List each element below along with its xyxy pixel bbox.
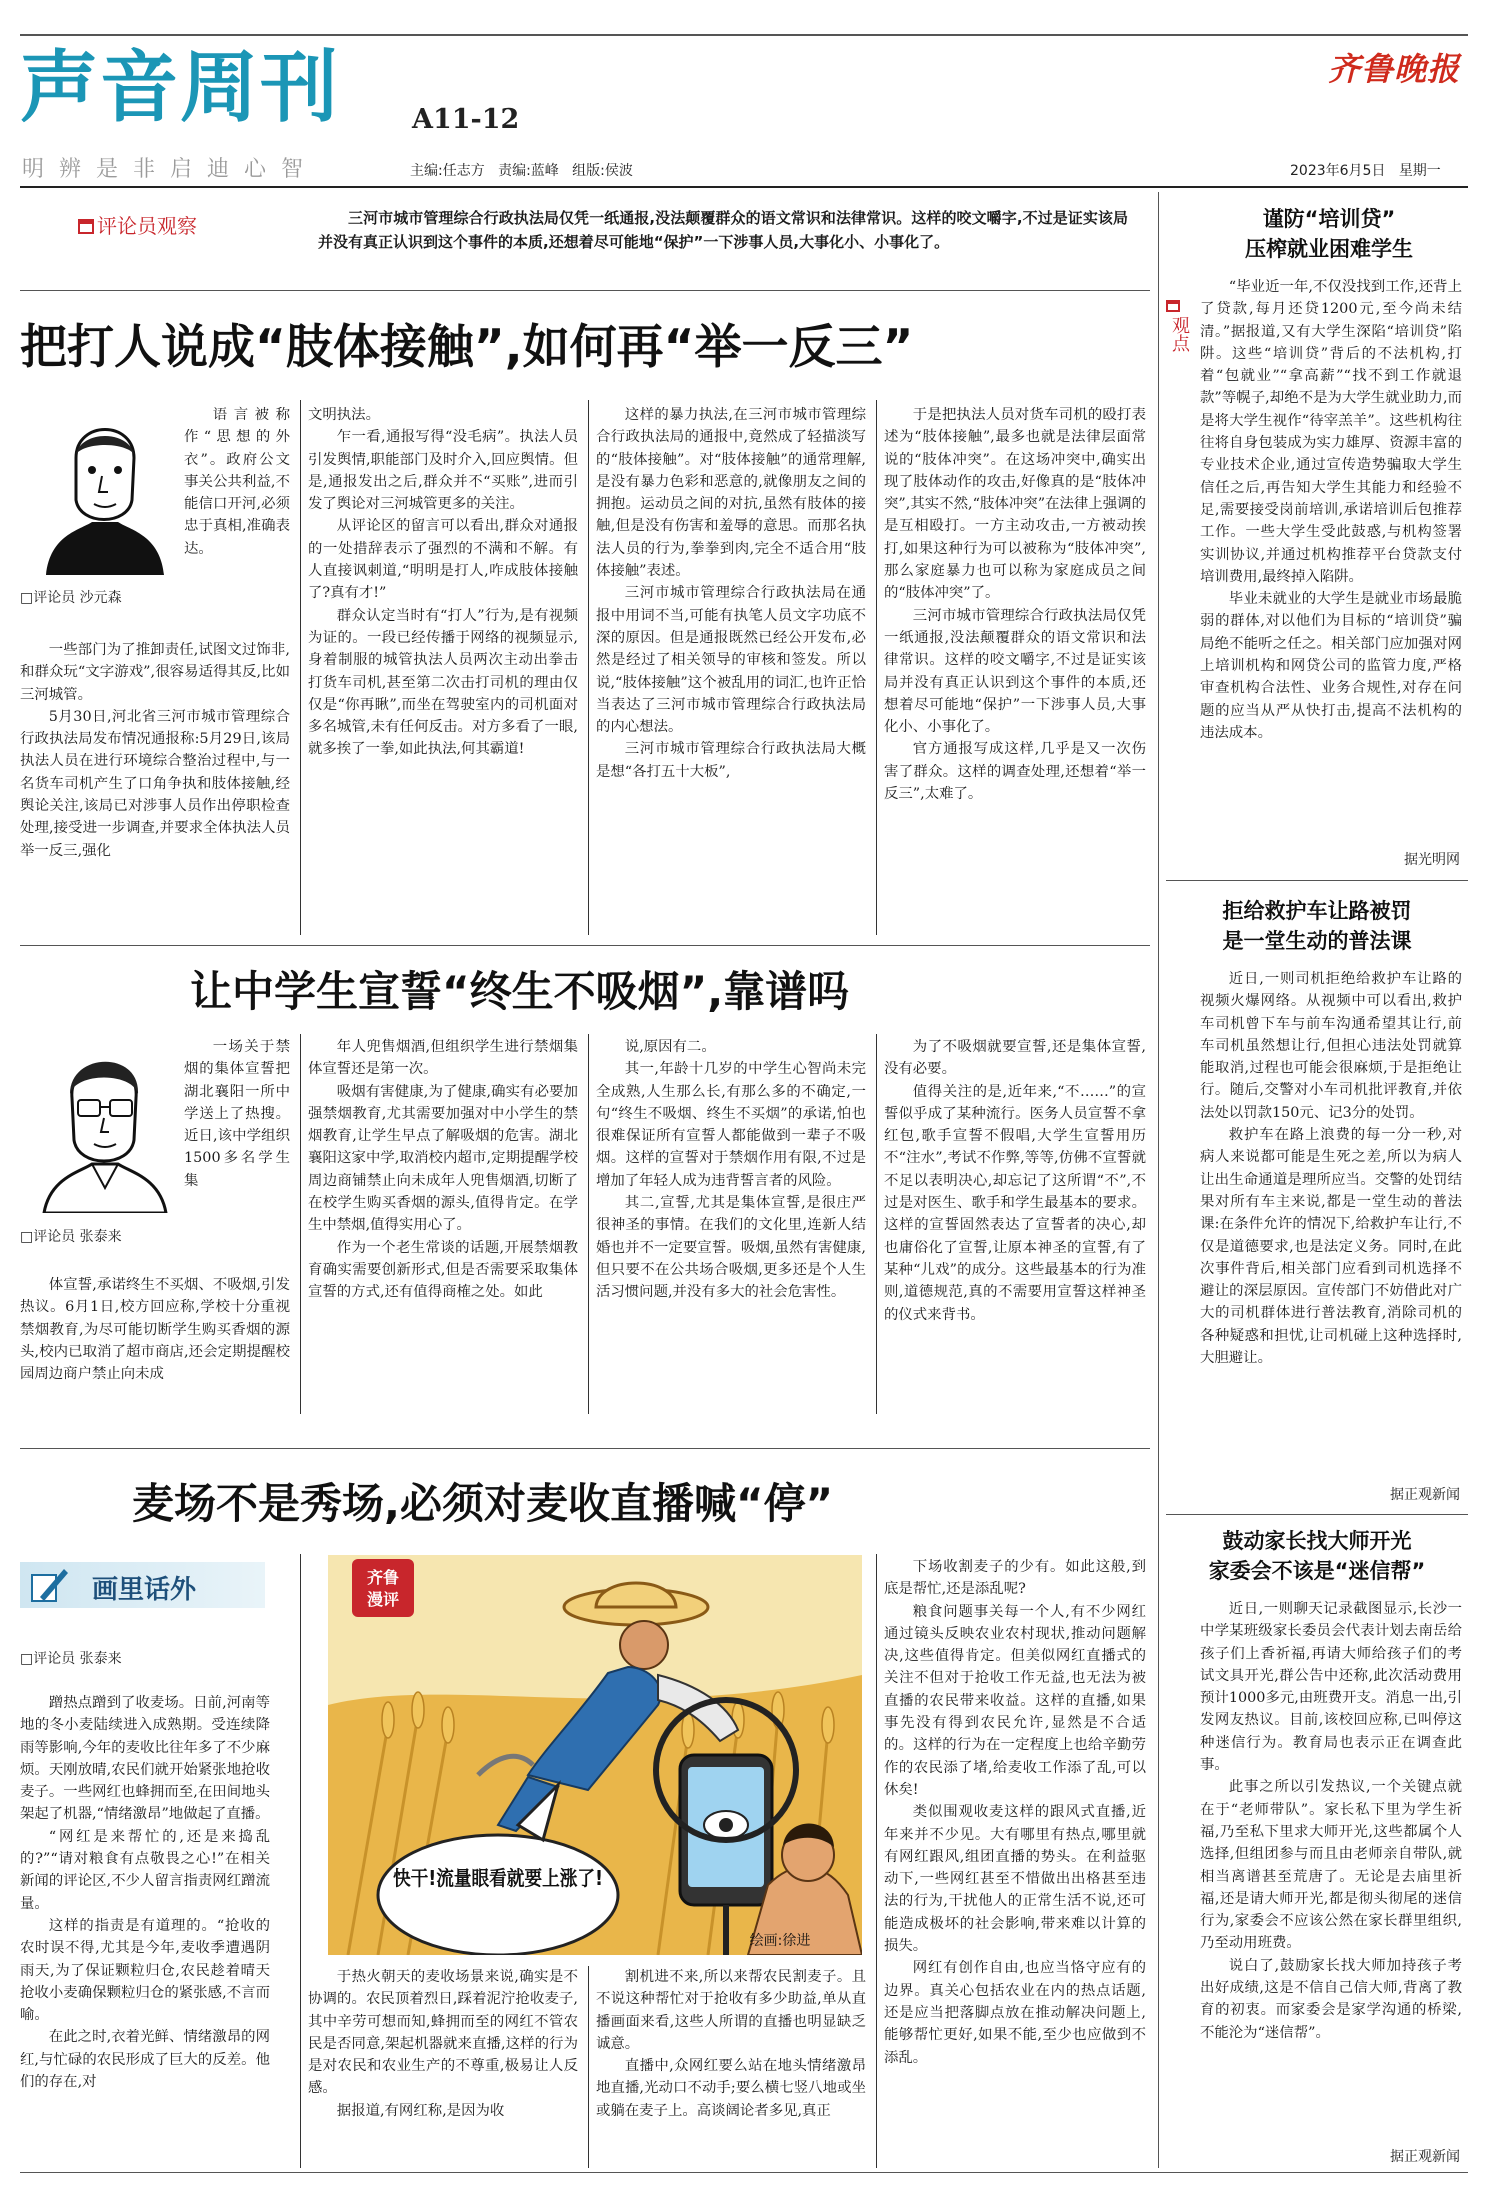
col-divider (588, 1966, 589, 2168)
sidebar-item-source: 据正观新闻 (1300, 1484, 1460, 1506)
sidebar-label-text: 观点 (1169, 316, 1190, 352)
article-column-3 (596, 404, 866, 935)
paragraph: 蹭热点蹭到了收麦场。日前,河南等地的冬小麦陆续进入成熟期。受连续降雨等影响,今年的麦收比往年多了不少麻烦。天刚放晴,农民们就开始紧张地抢收麦子。一些网红也蜂拥而至,在田间地头架起了机器,“情绪激昂”地做起了直播。 (20, 1695, 270, 1823)
paragraph: 这样的指责是有道理的。“抢收的农时误不得,尤其是今年,麦收季遭遇阴雨天,为了保证颗粒归仓,农民趁着晴天抢收小麦确保颗粒归仓的紧张感,不言而喻。 (20, 1917, 270, 2024)
section-rule (20, 945, 1150, 946)
intro-paragraph: 语言被称作“思想的外衣”。政府公文事关公共利益,不能信口开河,必须忠于真相,准确表达。 (184, 407, 290, 557)
sidebar-item-body (1200, 276, 1462, 869)
speech-bubble-text: 快干!流量眼看就要上涨了! (393, 1866, 603, 1890)
cartoon-badge-line2: 漫评 (366, 1590, 400, 1609)
paragraph: 说白了,鼓励家长找大师加持孩子考出好成绩,这是不信自己信大师,背离了教育的初衷。而家委会是家学沟通的桥梁,不能沦为“迷信帮”。 (1200, 1957, 1462, 2041)
editorial-cartoon (328, 1555, 862, 1955)
article-column-1 (20, 1274, 290, 1414)
portrait-sketch (36, 1038, 172, 1213)
paragraph: 这样的暴力执法,在三河市城市管理综合行政执法局的通报中,竟然成了轻描淡写的“肢体接触”。对“肢体接触”的通常理解,是没有暴力色彩和恶意的,就像朋友之间的拥抱。运动员之间的对抗,虽然有肢体的接触,但是没有伤害和羞辱的意思。而那名执法人员的行为,拳拳到肉,完全不适合用“肢体接触”表述。 (596, 407, 866, 580)
title-line-1: 拒给救护车让路被罚 (1222, 899, 1412, 923)
sidebar-item-body (1200, 1598, 1462, 2168)
issue-date (1290, 160, 1441, 180)
sidebar-label (1166, 300, 1190, 352)
credits: 主编:任志方 责编:蓝峰 组版:侯波 (410, 163, 633, 179)
paragraph: 为了不吸烟就要宣誓,还是集体宣誓,没有必要。 (884, 1039, 1146, 1078)
paragraph: 于是把执法人员对货车司机的殴打表述为“肢体接触”,最多也就是法律层面常说的“肢体冲突”。在这场冲突中,确实出现了肢体动作的攻击,好像真的是“肢体冲突”,其实不然,“肢体冲突”在法律上强调的是互相殴打。一方主动攻击,一方被动挨打,如果这种行为可以被称为“肢体冲突”,那么家庭暴力也可以称为家庭成员之间的“肢体冲突”了。 (884, 407, 1146, 602)
sidebar-item-title (1190, 204, 1468, 264)
article-column-3 (596, 1966, 866, 2168)
paragraph: 近日,一则聊天记录截图显示,长沙一中学某班级家长委员会代表计划去南岳给孩子们上香祈福,再请大师给孩子们的考试文具开光,群公告中还称,此次活动费用预计1000多元,由班费开支。消息一出,引发网友热议。目前,该校回应称,已叫停这种迷信行为。教育局也表示正在调查此事。 (1200, 1601, 1462, 1774)
paragraph: “毕业近一年,不仅没找到工作,还背上了贷款,每月还贷1200元,至今尚未结清。”据报道,又有大学生深陷“培训贷”陷阱。这些“培训贷”背后的不法机构,打着“包就业”“拿高薪”“找不到工作就退款”等幌子,却绝不是为大学生就业助力,而是将大学生视作“待宰羔羊”。这些机构往往将自身包装成为实力雄厚、资源丰富的专业技术企业,通过宣传造势骗取大学生信任之后,再告知大学生其能力和经验不足,需要接受岗前培训,承诺培训后包推荐工作。一些大学生受此鼓惑,与机构签署实训协议,并通过机构推荐平台贷款支付培训费用,最终掉入陷阱。 (1200, 279, 1462, 585)
paragraph: 直播中,众网红要么站在地头情绪激昂地直播,光动口不动手;要么横七竖八地或坐或躺在麦子上。高谈阔论者多见,真正 (596, 2058, 866, 2119)
col-divider (876, 1554, 877, 2168)
article-column-2 (308, 1036, 578, 1414)
intro-wrap-column (184, 404, 290, 638)
paragraph: 网红有创作自由,也应当恪守应有的边界。真关心包括农业在内的热点话题,还是应当把落脚点放在推动解决问题上,能够帮忙更好,如果不能,至少也应做到不添乱。 (884, 1960, 1146, 2066)
paragraph: 文明执法。 (308, 407, 380, 423)
sidebar-rule (1166, 1514, 1468, 1515)
newspaper-logo: 齐鲁晚报 (1328, 50, 1461, 88)
article-column-4 (884, 1036, 1146, 1414)
paragraph: 值得关注的是,近年来,“不……”的宣誓似乎成了某种流行。医务人员宣誓不拿红包,歌手宣誓不假唱,大学生宣誓用历不“注水”,考试不作弊,等等,仿佛不宣誓就不足以表明决心,却忘记了这所谓“不”,不过是对医生、歌手和学生最基本的要求。这样的宣誓固然表达了宣誓者的决心,却也庸俗化了宣誓,让原本神圣的宣誓,有了某种“儿戏”的成分。这些最基本的行为准则,道德规范,真的不需要用宣誓这样神圣的仪式来背书。 (884, 1083, 1146, 1323)
article-column-1 (20, 1692, 270, 2168)
cartoon-credit: 绘画:徐进 (749, 1933, 811, 1949)
article-column-4 (884, 1556, 1146, 2168)
cartoon-tag-label: 画里话外 (92, 1575, 197, 1605)
cartoon-badge-line1: 齐鲁 (366, 1568, 400, 1587)
paragraph: 三河市城市管理综合行政执法局仅凭一纸通报,没法颠覆群众的语文常识和法律常识。这样的咬文嚼字,不过是证实该局并没有真正认识到这个事件的本质,还想着尽可能地“保护”一下涉事人员,大事化小、小事化了。 (884, 607, 1146, 736)
paragraph: 其一,年龄十几岁的中学生心智尚未完全成熟,人生那么长,有那么多的不确定,一句“终生不吸烟、终生不买烟”的承诺,怕也很难保证所有宣誓人都能做到一辈子不吸烟。这样的宣誓对于禁烟作用有限,不过是增加了年轻人成为违背誓言者的风险。 (596, 1061, 866, 1189)
tag-icon (78, 219, 94, 234)
motto: 明辨是非启迪心智 (22, 157, 319, 182)
section-summary: 三河市城市管理综合行政执法局仅凭一纸通报,没法颠覆群众的语文常识和法律常识。这样的咬文嚼字,不过是证实该局并没有真正认识到这个事件的本质,还想着尽可能地“保护”一下涉事人员,大事化小、小事化了。 (318, 209, 1128, 251)
sidebar-item-source: 据正观新闻 (1300, 2146, 1460, 2168)
article-headline: 让中学生宣誓“终生不吸烟”,靠谱吗 (190, 967, 850, 1016)
byline: □评论员 张泰来 (20, 1651, 122, 1667)
title-line-1: 鼓动家长找大师开光 (1222, 1529, 1412, 1553)
paragraph: 5月30日,河北省三河市城市管理综合行政执法局发布情况通报称:5月29日,该局执法人员在进行环境综合整治过程中,与一名货车司机产生了口角争执和肢体接触,经舆论关注,该局已对涉事人员作出停职检查处理,接受进一步调查,并要求全体执法人员举一反三,强化 (20, 708, 290, 859)
sidebar-item-title (1166, 896, 1468, 956)
title-line-1: 谨防“培训贷” (1262, 207, 1396, 231)
intro-wrap-column (184, 1036, 290, 1274)
paragraph: 说,原因有二。 (624, 1039, 716, 1055)
masthead-rule (20, 186, 1468, 188)
cartoon-tag (20, 1562, 265, 1608)
paragraph: 群众认定当时有“打人”行为,是有视频为证的。一段已经传播于网络的视频显示,身着制服的城管执法人员两次主动出拳击打货车司机,甚至第二次击打司机的理由仅仅是“你再瞅”,而坐在驾驶室内的司机面对多名城管,未有任何反击。对方多看了一眼,就多挨了一拳,如此执法,何其霸道! (308, 607, 578, 758)
author-portrait (36, 400, 172, 575)
pencil-icon (26, 1563, 70, 1607)
paragraph: 其二,宣誓,尤其是集体宣誓,是很庄严很神圣的事情。在我们的文化里,连新人结婚也并不一定要宣誓。吸烟,虽然有害健康,但只要不在公共场合吸烟,更多还是个人生活习惯问题,并没有多大的社会危害性。 (596, 1195, 866, 1301)
paragraph: 一些部门为了推卸责任,试图文过饰非,和群众玩“文字游戏”,很容易适得其反,比如三河城管。 (20, 642, 290, 703)
col-divider (588, 400, 589, 935)
article-column-4 (884, 404, 1146, 935)
paragraph: “网红是来帮忙的,还是来捣乱的?”“请对粮食有点敬畏之心!”在相关新闻的评论区,不少人留言指责网红蹭流量。 (20, 1828, 270, 1912)
section-rule (20, 1448, 1150, 1449)
sidebar-item-body (1200, 968, 1462, 1504)
article-column-2 (308, 404, 578, 935)
col-divider (300, 1554, 301, 2168)
title-line-2: 家委会不该是“迷信帮” (1208, 1559, 1426, 1583)
sidebar-item-source: 据光明网 (1300, 849, 1460, 871)
date-text: 2023年6月5日 (1290, 163, 1386, 179)
paragraph: 类似围观收麦这样的跟风式直播,近年来并不少见。大有哪里有热点,哪里就有网红跟风,组团直播的势头。在利益驱动下,一些网红甚至不惜做出出格甚至违法的行为,干扰他人的正常生活不说,还可能造成极坏的社会影响,带来难以计算的损失。 (884, 1804, 1146, 1955)
paragraph: 三河市城市管理综合行政执法局在通报中用词不当,可能有执笔人员文字功底不深的原因。但是通报既然已经公开发布,必然是经过了相关领导的审核和签发。所以说,“肢体接触”这个被乱用的词汇,也许正恰当表达了三河市城市管理综合行政执法局的内心想法。 (596, 585, 866, 736)
summary-rule (20, 290, 1150, 291)
paragraph: 吸烟有害健康,为了健康,确实有必要加强禁烟教育,尤其需要加强对中小学生的禁烟教育,让学生早点了解吸烟的危害。湖北襄阳这家中学,取消校内超市,定期提醒学校周边商铺禁止向未成年人兜售烟酒,切断了在校学生购买香烟的源头,值得肯定。在学生中禁烟,值得实用心了。 (308, 1083, 578, 1234)
title-line-2: 是一堂生动的普法课 (1222, 929, 1412, 953)
paragraph: 官方通报写成这样,几乎是又一次伤害了群众。这样的调查处理,还想着“举一反三”,太难了。 (884, 741, 1146, 803)
paragraph: 粮食问题事关每一个人,有不少网红通过镜头反映农业农村现状,推动问题解决,这些值得肯定。但美似网红直播式的关注不但对于抢收工作无益,也无法为被直播的农民带来收益。这样的直播,如果事先没有得到农民允许,显然是不合适的。这样的行为在一定程度上也给辛勤劳作的农民添了堵,给麦收工作添了乱,可以休矣! (884, 1603, 1146, 1798)
page-number: A11-12 (412, 104, 520, 135)
weekday-text: 星期一 (1398, 163, 1441, 179)
paragraph: 在此之时,衣着光鲜、情绪激昂的网红,与忙碌的农民形成了巨大的反差。他们的存在,对 (20, 2029, 270, 2091)
top-rule (20, 34, 1468, 36)
paragraph: 割机进不来,所以来帮农民割麦子。且不说这种帮忙对于抢收有多少助益,单从直播画面来看,这些人所谓的直播也明显缺乏诚意。 (596, 1969, 866, 2052)
cartoon-illustration (328, 1555, 862, 1955)
sidebar-label-icon (1166, 300, 1180, 312)
paragraph: 体宣誓,承诺终生不买烟、不吸烟,引发热议。6月1日,校方回应称,学校十分重视禁烟教育,为尽可能切断学生购买香烟的源头,校内已取消了超市商店,还会定期提醒校园周边商户禁止向未成 (20, 1277, 290, 1383)
col-divider (876, 400, 877, 935)
paragraph: 下场收割麦子的少有。如此这般,到底是帮忙,还是添乱呢? (884, 1559, 1146, 1598)
paragraph: 年人兜售烟酒,但组织学生进行禁烟集体宣誓还是第一次。 (308, 1039, 578, 1078)
paragraph: 毕业未就业的大学生是就业市场最脆弱的群体,对以他们为目标的“培训贷”骗局绝不能听之任之。相关部门应加强对网上培训机构和网贷公司的监管力度,严格审查机构合法性、业务合规性,对存在问题的应当从严从快打击,提高不法机构的违法成本。 (1200, 591, 1462, 741)
sidebar-divider (1158, 192, 1159, 2168)
article-column-1 (20, 639, 290, 935)
paragraph: 此事之所以引发热议,一个关键点就在于“老师带队”。家长私下里为学生祈福,乃至私下里求大师开光,这些都属个人选择,但组团参与而且由老师亲自带队,就相当离谱甚至荒唐了。无论是去庙里祈福,还是请大师开光,都是彻头彻尾的迷信行为,家委会不应该公然在家长群里组织,乃至动用班费。 (1200, 1779, 1462, 1952)
paragraph: 于热火朝天的麦收场景来说,确实是不协调的。农民顶着烈日,踩着泥泞抢收麦子,其中辛劳可想而知,蜂拥而至的网红不管农民是否同意,架起机器就来直播,这样的行为是对农民和农业生产的不尊重,极易让人反感。 (308, 1969, 578, 2097)
intro-paragraph: 一场关于禁烟的集体宣誓把湖北襄阳一所中学送上了热搜。近日,该中学组织1500多名学生集 (184, 1039, 290, 1189)
article-column-2 (308, 1966, 578, 2168)
byline: □评论员 张泰来 (20, 1229, 122, 1245)
title-line-2: 压榨就业困难学生 (1245, 237, 1413, 261)
col-divider (300, 400, 301, 935)
col-divider (588, 1034, 589, 1414)
col-divider (876, 1034, 877, 1414)
section-tag (78, 210, 197, 239)
paragraph: 作为一个老生常谈的话题,开展禁烟教育确实需要创新形式,但是否需要采取集体宣誓的方式,还有值得商榷之处。如此 (308, 1239, 578, 1301)
article-column-3 (596, 1036, 866, 1414)
paragraph: 三河市城市管理综合行政执法局大概是想“各打五十大板”, (596, 741, 866, 780)
paragraph: 救护车在路上浪费的每一分一秒,对病人来说都可能是生死之差,所以为病人让出生命通道是理所应当。交警的处罚结果对所有车主来说,都是一堂生动的普法课:在条件允许的情况下,给救护车让行,不仅是道德要求,也是法定义务。同时,在此次事件背后,相关部门应看到司机选择不避让的深层原因。宣传部门不妨借此对广大的司机群体进行普法教育,消除司机的各种疑惑和担忧,让司机碰上这种选择时,大胆避让。 (1200, 1127, 1462, 1367)
byline: □评论员 沙元森 (20, 590, 122, 606)
paragraph: 乍一看,通报写得“没毛病”。执法人员引发舆情,职能部门及时介入,回应舆情。但是,通报发出之后,群众并不“买账”,进而引发了舆论对三河城管更多的关注。 (308, 429, 578, 513)
article-headline: 把打人说成“肢体接触”,如何再“举一反三” (20, 320, 914, 375)
col-divider (300, 1034, 301, 1414)
paragraph: 据报道,有网红称,是因为收 (336, 2102, 505, 2119)
sidebar-item-title (1166, 1526, 1468, 1586)
page-title: 声音周刊 (20, 43, 341, 133)
sidebar-rule (1166, 880, 1468, 881)
author-portrait (36, 1038, 172, 1213)
section-tag-label: 评论员观察 (97, 214, 197, 238)
paragraph: 从评论区的留言可以看出,群众对通报的一处措辞表示了强烈的不满和不解。有人直接讽刺道,“明明是打人,咋成肢体接触了?真有才!” (308, 518, 578, 602)
paragraph: 近日,一则司机拒绝给救护车让路的视频火爆网络。从视频中可以看出,救护车司机曾下车与前车沟通希望其让行,前车司机虽然想让行,但担心违法处罚就算能取消,过程也可能会很麻烦,于是拒绝让行。随后,交警对小车司机批评教育,并依法处以罚款150元、记3分的处罚。 (1200, 971, 1462, 1121)
bottom-rule (20, 2172, 1468, 2173)
portrait-sketch (36, 400, 172, 575)
article-headline: 麦场不是秀场,必须对麦收直播喊“停” (132, 1479, 834, 1528)
